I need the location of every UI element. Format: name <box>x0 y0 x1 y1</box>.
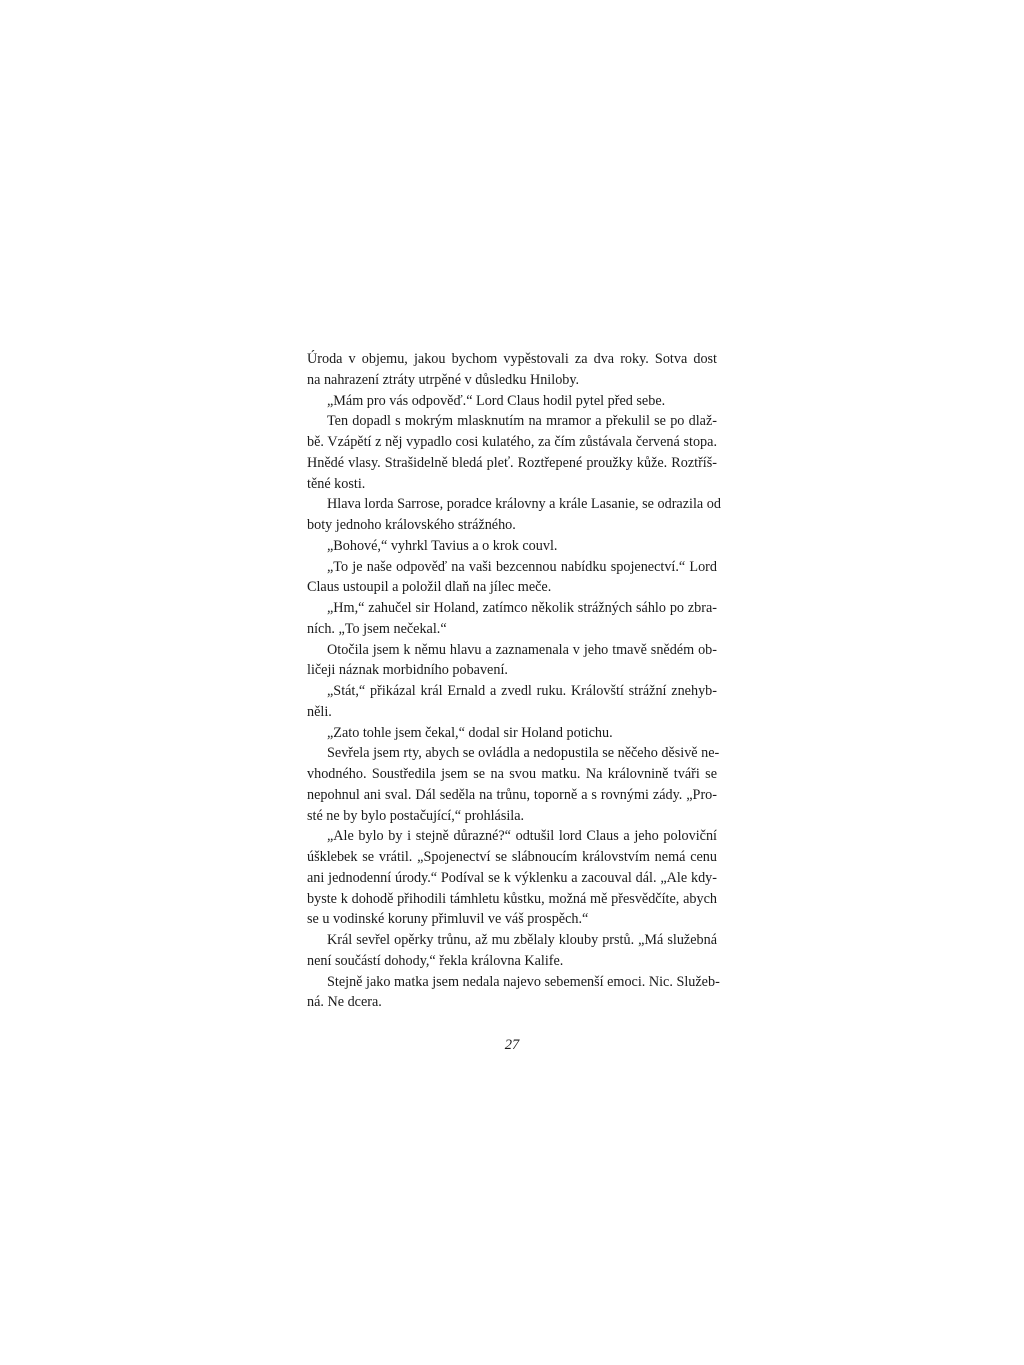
text-line: „Ale bylo by i stejně důrazné?“ odtušil lord Claus a jeho poloviční <box>327 828 717 845</box>
text-line: Ten dopadl s mokrým mlasknutím na mramor a překulil se po dlaž- <box>327 413 717 430</box>
text-line: Hnědé vlasy. Strašidelně bledá pleť. Roztřepené proužky kůže. Roztříš- <box>307 454 717 471</box>
text-line: Král sevřel opěrky trůnu, až mu zbělaly klouby prstů. „Má služebná <box>327 932 717 948</box>
text-line: „To je naše odpověď na vaši bezcennou nabídku spojenectví.“ Lord <box>327 558 717 575</box>
text-line: není součástí dohody,“ řekla královna Kalife. <box>307 952 564 969</box>
text-line: něli. <box>307 703 332 720</box>
text-line: vhodného. Soustředila jsem se na svou matku. Na královnině tváři se <box>307 766 717 782</box>
text-line: nepohnul ani sval. Dál seděla na trůnu, toporně a s rovnými zády. „Pro- <box>307 786 717 803</box>
text-line: sté ne by bylo postačující,“ prohlásila. <box>307 807 525 824</box>
text-line: ličeji náznak morbidního pobavení. <box>307 662 508 679</box>
text-line: se u vodinské koruny přimluvil ve váš prospěch.“ <box>307 911 589 928</box>
text-line: Hlava lorda Sarrose, poradce královny a krále Lasanie, se odrazila od <box>327 496 721 513</box>
text-line: úšklebek se vrátil. „Spojenectví se slábnoucím královstvím nemá cenu <box>307 849 717 865</box>
text-line: byste k dohodě přihodili támhletu kůstku, možná mě přesvědčíte, abych <box>307 890 717 907</box>
text-line: „Hm,“ zahučel sir Holand, zatímco několik strážných sáhlo po zbra- <box>327 600 717 616</box>
text-line: ná. Ne dcera. <box>307 994 382 1011</box>
body-text <box>307 349 721 1013</box>
text-line: na nahrazení ztráty utrpěné v důsledku Hniloby. <box>307 371 580 388</box>
text-line: Stejně jako matka jsem nedala najevo sebemenší emoci. Nic. Služeb- <box>327 973 720 990</box>
text-line: „Zato tohle jsem čekal,“ dodal sir Holand potichu. <box>327 724 613 741</box>
text-line: těné kosti. <box>307 475 366 492</box>
text-line: ani jednodenní úrody.“ Podíval se k výklenku a zacouval dál. „Ale kdy- <box>307 869 717 886</box>
text-line: ních. „To jsem nečekal.“ <box>307 620 447 637</box>
text-line: „Bohové,“ vyhrkl Tavius a o krok couvl. <box>327 537 558 554</box>
page-number: 27 <box>504 1037 520 1053</box>
text-line: „Mám pro vás odpověď.“ Lord Claus hodil pytel před sebe. <box>327 392 666 409</box>
text-line: Úroda v objemu, jakou bychom vypěstovali za dva roky. Sotva dost <box>307 351 717 367</box>
text-line: „Stát,“ přikázal král Ernald a zvedl ruku. Královští strážní znehyb- <box>327 683 717 699</box>
text-line: Otočila jsem k němu hlavu a zaznamenala v jeho tmavě snědém ob- <box>327 641 717 658</box>
text-line: Claus ustoupil a položil dlaň na jílec meče. <box>307 579 552 596</box>
text-line: Sevřela jsem rty, abych se ovládla a nedopustila se něčeho děsivě ne- <box>327 745 720 762</box>
text-line: boty jednoho královského strážného. <box>307 517 516 533</box>
text-line: bě. Vzápětí z něj vypadlo cosi kulatého, za čím zůstávala červená stopa. <box>307 434 717 450</box>
